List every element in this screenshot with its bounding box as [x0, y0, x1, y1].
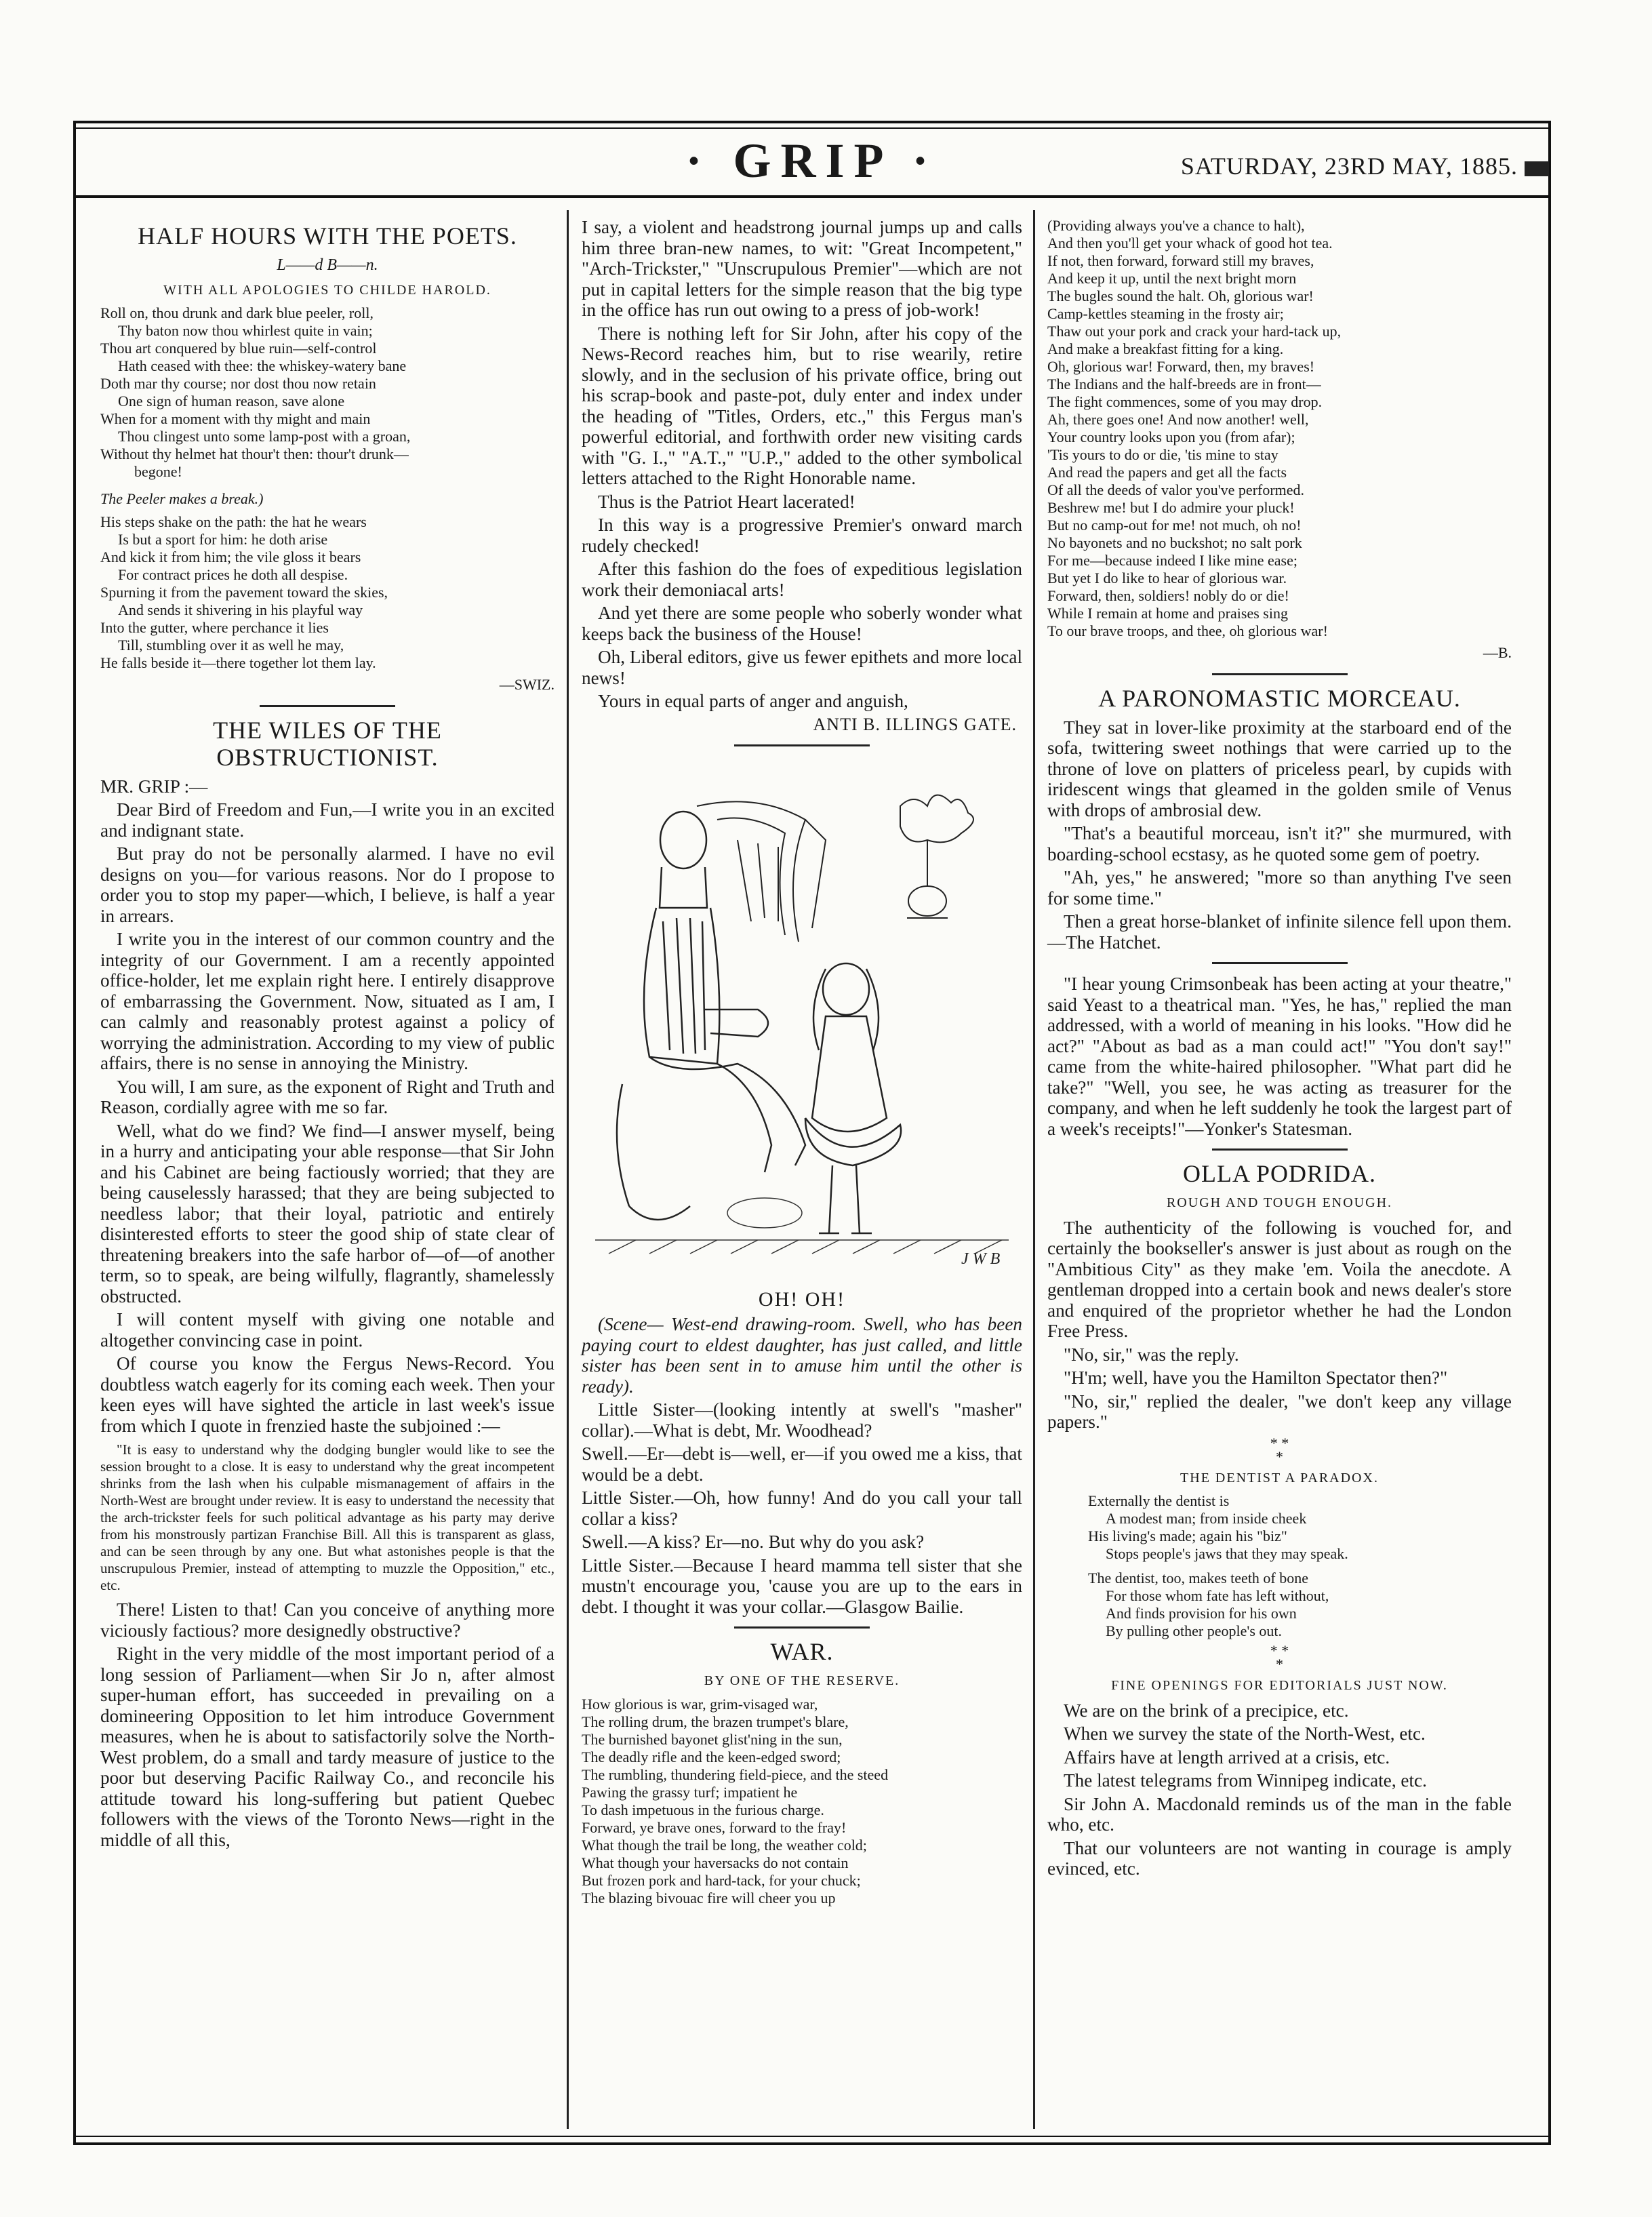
war-subheading: BY ONE OF THE RESERVE.	[704, 1673, 900, 1688]
olla-paragraph: "No, sir," replied the dealer, "we don't keep any village papers."	[1047, 1391, 1512, 1432]
poem-line: Oh, glorious war! Forward, then, my braves!	[1047, 358, 1315, 375]
morceau-paragraph: Then a great horse-blanket of infinite silence fell upon them.—The Hatchet.	[1047, 911, 1512, 953]
cartoon-caption: OH! OH!	[758, 1287, 846, 1311]
wiles-continued-paragraph: I say, a violent and headstrong journal jumps up and calls him three bran-new names, to wit: "Great Incompetent," "Arch-Trickster," "Unscrupulous Premier"—which are not put in capital letters for the simple reason that the big type in the office has run out owing to a press of job-work!	[582, 217, 1022, 320]
scene-paragraph: Little Sister.—Because I heard mamma tell sister that she mustn't encourage you, 'cause you are up to the ears in debt. I thought it was your collar.—Glasgow Bailie.	[582, 1555, 1022, 1617]
masthead-title: · GRIP ·	[685, 134, 938, 188]
wiles-paragraph: Right in the very middle of the most important period of a long session of Parliament—when Sir Jo n, after almost super-human effort, has succeeded in prevailing on a domineering Opposition to let him introduce Government measures, when he is about to satisfactorily solve the North-West problem, do a small and tardy measure of justice to the poor but deserving Pacific Railway Co., and reconcile his attitude toward his long-suffering but patient Quebec followers with the views of the Toronto News—right in the middle of all this,	[100, 1643, 555, 1850]
olla-heading: OLLA PODRIDA.	[1182, 1160, 1376, 1187]
poem-line: His steps shake on the path: the hat he wears	[100, 513, 367, 530]
poem-line: What though your haversacks do not contain	[582, 1854, 849, 1871]
poem-line: By pulling other people's out.	[1106, 1622, 1282, 1639]
poem-line: No bayonets and no buckshot; no salt pork	[1047, 534, 1302, 551]
poem-line: Beshrew me! but I do admire your pluck!	[1047, 499, 1295, 516]
bottom-rule-inner	[73, 2136, 1551, 2137]
wiles-continued-paragraph: There is nothing left for Sir John, after his copy of the News-Record reaches him, but to rise wearily, retire slowly, and in the seclusion of his private office, bring out his scrap-book and paste-pot, duly enter and index under the heading of "Titles, Orders, etc.," this Fergus man's powerful editorial, and forthwith order new visiting cards with "G. I.," "A.T.," "U.P.," added to the other symbolical letters attached to the Right Honorable name.	[582, 323, 1022, 488]
masthead-date	[1181, 152, 1549, 180]
poem-line: Roll on, thou drunk and dark blue peeler, roll,	[100, 304, 374, 321]
wiles-paragraph: Dear Bird of Freedom and Fun,—I write you in an excited and indignant state.	[100, 799, 555, 841]
poem-line: Forward, then, soldiers! nobly do or die!	[1047, 587, 1289, 604]
poets-subheading: WITH ALL APOLOGIES TO CHILDE HAROLD.	[163, 282, 491, 298]
olla-subheading: ROUGH AND TOUGH ENOUGH.	[1166, 1195, 1393, 1210]
column-divider-2	[1033, 210, 1035, 2129]
wiles-paragraph: You will, I am sure, as the exponent of Right and Truth and Reason, cordially agree with me so far.	[100, 1076, 555, 1117]
section-separator	[1212, 673, 1348, 675]
section-separator	[1212, 1149, 1348, 1151]
column-3	[1047, 217, 1512, 1882]
poem-line: The rolling drum, the brazen trumpet's blare,	[582, 1713, 849, 1730]
dentist-title: THE DENTIST A PARADOX.	[1180, 1470, 1379, 1485]
printer-ornament-icon	[1525, 161, 1549, 176]
section-separator	[1212, 962, 1348, 964]
poem-line: The rumbling, thundering field-piece, and the steed	[582, 1765, 889, 1783]
poem-line: Spurning it from the pavement toward the skies,	[100, 584, 388, 601]
poem-line: Your country looks upon you (from afar);	[1047, 428, 1295, 445]
poem-line: And keep it up, until the next bright morn	[1047, 270, 1297, 287]
poem-line: Thou clingest unto some lamp-post with a groan,	[118, 428, 411, 445]
poem-line: The Indians and the half-breeds are in front—	[1047, 376, 1321, 393]
wiles-paragraph: But pray do not be personally alarmed. I have no evil designs on you—for various reasons. Nor do I propose to order you to stop my paper—which, I believe, is half a year in arrears.	[100, 843, 555, 926]
poem-line: The blazing bivouac fire will cheer you up	[582, 1889, 836, 1906]
poem-line: To dash impetuous in the furious charge.	[582, 1801, 824, 1818]
poem-line: The fight commences, some of you may drop.	[1047, 393, 1323, 410]
war-poem	[582, 1696, 1022, 1907]
section-separator	[734, 1626, 870, 1629]
poem-line: Thy baton now thou whirlest quite in vain;	[118, 322, 373, 339]
wiles-continued-paragraph: Oh, Liberal editors, give us fewer epithets and more local news!	[582, 647, 1022, 688]
poem-line: But yet I do like to hear of glorious war.	[1047, 570, 1287, 586]
poem-line: 'Tis yours to do or die, 'tis mine to stay	[1047, 446, 1278, 463]
poem-line: And kick it from him; the vile gloss it bears	[100, 548, 361, 565]
wiles-paragraph: Of course you know the Fergus News-Record. You doubtless watch eagerly for its coming each week. Then your keen eyes will have sighted the article in last week's issue from which I quote in frenzied haste the subjoined :—	[100, 1353, 555, 1436]
poem-line: But no camp-out for me! not much, oh no!	[1047, 517, 1302, 534]
cartoon-illustration	[582, 765, 1022, 1274]
poem-line: Ah, there goes one! And now another! well,	[1047, 411, 1309, 428]
wiles-continued-paragraph: After this fashion do the foes of expeditious legislation work their demoniacal arts!	[582, 559, 1022, 600]
top-rule-inner	[73, 127, 1551, 129]
bottom-rule-outer	[73, 2142, 1551, 2145]
poem-line: But frozen pork and hard-tack, for your chuck;	[582, 1871, 861, 1889]
olla-paragraph: "No, sir," was the reply.	[1064, 1344, 1239, 1365]
section-separator	[734, 744, 870, 746]
poem-line: Without thy helmet hat thour't then: thour't drunk—	[100, 445, 409, 462]
poem-line: The deadly rifle and the keen-edged sword;	[582, 1748, 841, 1765]
poets-author: L——d B——n.	[277, 256, 378, 274]
poem-line: For me—because indeed I like mine ease;	[1047, 552, 1297, 569]
poem-line: He falls beside it—there together lot them lay.	[100, 654, 376, 671]
poem-line: To our brave troops, and thee, oh glorious war!	[1047, 622, 1328, 639]
openings-item: When we survey the state of the North-West, etc.	[1064, 1723, 1426, 1744]
openings-title: FINE OPENINGS FOR EDITORIALS JUST NOW.	[1111, 1678, 1448, 1693]
poem-line: The bugles sound the halt. Oh, glorious war!	[1047, 287, 1314, 304]
poem-line: If not, then forward, forward still my braves,	[1047, 252, 1314, 269]
poem-line: And finds provision for his own	[1106, 1605, 1297, 1622]
wiles-quote: "It is easy to understand why the dodging bungler would like to see the session brought to a close. It is easy to understand why the great incompetent shrinks from the lash when his culpable mismanagement of affairs in the North-West are brought under review. It is easy to understand the necessity that the arch-trickster feels for such political advantage as his party may derive from his monstrously partizan Franchise Bill. All this is transparent as glass, and can be seen through by any one. But what astonishes people is that the unscrupulous Premier, instead of attempting to muzzle the Opposition," etc., etc.	[100, 1441, 555, 1593]
masthead-rule	[73, 195, 1551, 198]
poem-line: Stops people's jaws that they may speak.	[1106, 1545, 1348, 1562]
poem-line: Pawing the grassy turf; impatient he	[582, 1783, 798, 1801]
war-signature: —B.	[1483, 644, 1512, 661]
poem-line: Thaw out your pork and crack your hard-tack up,	[1047, 323, 1342, 340]
scene-paragraph: (Scene— West-end drawing-room. Swell, who has been paying court to eldest daughter, has just called, and little sister has been sent in to amuse him until the other is ready).	[582, 1314, 1022, 1397]
openings-item: We are on the brink of a precipice, etc.	[1064, 1700, 1349, 1721]
poem-line: And make a breakfast fitting for a king.	[1047, 340, 1284, 357]
poem-signature: —SWIZ.	[499, 676, 555, 693]
wiles-paragraph: I write you in the interest of our common country and the integrity of our Government. I am a recently appointed office-holder, let me explain right here. I entirely disapprove of embarrassing the Government. Now, situated as I am, I can calmly and reasonably protest against a policy of worrying the administration. According to my view of public affairs, there is no sense in annoying the Ministry.	[100, 929, 555, 1073]
morceau-paragraph: "That's a beautiful morceau, isn't it?" she murmured, with boarding-school ecstasy, as he quoted some gem of poetry.	[1047, 823, 1512, 864]
poem-line: Of all the deeds of valor you've performed.	[1047, 481, 1305, 498]
poem-line: When for a moment with thy might and main	[100, 410, 371, 427]
scene-paragraph: Swell.—A kiss? Er—no. But why do you ask?	[582, 1532, 925, 1552]
dentist-stanza-1	[1047, 1492, 1512, 1563]
wiles-continued-paragraph: And yet there are some people who soberly wonder what keeps back the business of the House!	[582, 603, 1022, 644]
poem-line: What though the trail be long, the weather cold;	[582, 1836, 867, 1854]
morceau-paragraph: "Ah, yes," he answered; "more so than anything I've seen for some time."	[1047, 867, 1512, 908]
poem-line: Is but a sport for him: he doth arise	[118, 531, 328, 548]
olla-paragraph: The authenticity of the following is vouched for, and certainly the bookseller's answer is just about as rough on the "Ambitious City" as they make 'em. Voila the anecdote. A gentleman dropped into a certain book and news dealer's store and enquired of the proprietor whether he had the London Free Press.	[1047, 1217, 1512, 1341]
olla-paragraph: "H'm; well, have you the Hamilton Spectator then?"	[1064, 1367, 1448, 1388]
openings-item: Affairs have at length arrived at a crisis, etc.	[1064, 1746, 1390, 1767]
wiles-paragraph: I will content myself with giving one notable and altogether convincing case in point.	[100, 1309, 555, 1351]
openings-item: The latest telegrams from Winnipeg indicate, etc.	[1064, 1770, 1427, 1791]
wiles-signature: ANTI B. ILLINGS GATE.	[813, 714, 1017, 734]
artist-initials: J W B	[961, 1250, 1001, 1268]
poets-heading: HALF HOURS WITH THE POETS.	[138, 222, 517, 249]
wiles-salutation: MR. GRIP :—	[100, 776, 208, 797]
poem-stanza-2	[100, 513, 555, 672]
asterism-ornament: * * *	[1270, 1434, 1289, 1465]
scene-paragraph: Little Sister.—Oh, how funny! And do you call your tall collar a kiss?	[582, 1487, 1022, 1529]
poem-stanza-1	[100, 304, 555, 481]
poem-line: Camp-kettles steaming in the frosty air;	[1047, 305, 1284, 322]
wiles-paragraph: Well, what do we find? We find—I answer myself, being in a hurry and anticipating your able response—that Sir John and his Cabinet are being factiously worried; that they are being causelessly harassed; that they are being subjected to needless labor; that their loyal, patriotic and entirely disinterested efforts to steer the good ship of state clear of threatening breakers into the safe harbor of—of—of another term, so to speak, are being wilfully, flagrantly, shamelessly obstructed.	[100, 1120, 555, 1306]
top-rule-outer	[73, 121, 1551, 123]
poem-line: For contract prices he doth all despise.	[118, 566, 348, 583]
poem-line: A modest man; from inside cheek	[1106, 1510, 1307, 1527]
poem-line: And read the papers and get all the facts	[1047, 464, 1287, 481]
poem-line: Hath ceased with thee: the whiskey-watery bane	[118, 357, 407, 374]
poem-line: Forward, ye brave ones, forward to the fray!	[582, 1818, 847, 1836]
wiles-paragraph: There! Listen to that! Can you conceive of anything more viciously factious? more designedly obstructive?	[100, 1599, 555, 1641]
column-1	[100, 217, 555, 1853]
war-poem-continued	[1047, 217, 1512, 640]
scene-paragraph: Little Sister—(looking intently at swell's "masher" collar).—What is debt, Mr. Woodhead?	[582, 1399, 1022, 1441]
crimsonbeak-paragraph: "I hear young Crimsonbeak has been acting at your theatre," said Yeast to a theatrical man. "Yes, he has," replied the man addressed, with a world of meaning in his looks. "How did he act?" "About as bad as a man could act!" "You don't say!" came from the white-haired philosopher. "What part did he take?" "Well, you see, he was acting as treasurer for the company, and when he left suddenly he took the largest part of a week's receipts!"—Yonker's Statesman.	[1047, 974, 1512, 1139]
morceau-heading: A PARONOMASTIC MORCEAU.	[1098, 684, 1461, 712]
column-2	[582, 217, 1022, 1907]
left-border	[73, 121, 76, 2144]
wiles-continued-paragraph: In this way is a progressive Premier's onward march rudely checked!	[582, 515, 1022, 556]
wiles-continued-paragraph: Thus is the Patriot Heart lacerated!	[598, 491, 855, 512]
openings-item: Sir John A. Macdonald reminds us of the man in the fable who, etc.	[1047, 1793, 1512, 1835]
issue-date: SATURDAY, 23RD MAY, 1885.	[1180, 153, 1518, 180]
war-heading: WAR.	[770, 1638, 834, 1665]
poem-line: Till, stumbling over it as well he may,	[118, 637, 344, 654]
right-border	[1548, 121, 1551, 2144]
poem-line: The dentist, too, makes teeth of bone	[1088, 1570, 1309, 1586]
dentist-stanza-2	[1047, 1570, 1512, 1640]
poem-line: Into the gutter, where perchance it lies	[100, 619, 329, 636]
poem-line: And sends it shivering in his playful way	[118, 601, 363, 618]
poem-line: Doth mar thy course; nor dost thou now retain	[100, 375, 376, 392]
poem-line: His living's made; again his "biz"	[1088, 1527, 1287, 1544]
poem-line: For those whom fate has left without,	[1106, 1587, 1329, 1604]
section-separator	[260, 705, 395, 707]
stage-direction: The Peeler makes a break.)	[100, 490, 264, 507]
morceau-paragraph: They sat in lover-like proximity at the starboard end of the sofa, twittering sweet nothings that were carried up to the throne of love on platters of priceless pearl, by cupids with iridescent wings that gleamed in the golden smile of Venus with drops of ambrosial dew.	[1047, 717, 1512, 820]
asterism-ornament: * * *	[1270, 1642, 1289, 1673]
poem-line: The burnished bayonet glist'ning in the sun,	[582, 1730, 843, 1748]
poem-line: While I remain at home and praises sing	[1047, 605, 1288, 622]
poem-line: And then you'll get your whack of good hot tea.	[1047, 235, 1333, 252]
wiles-continued-paragraph: Yours in equal parts of anger and anguish,	[598, 691, 908, 711]
poem-line: Externally the dentist is	[1088, 1492, 1230, 1509]
poem-line: begone!	[134, 463, 182, 480]
masthead	[75, 133, 1549, 191]
scene-paragraph: Swell.—Er—debt is—well, er—if you owed me a kiss, that would be a debt.	[582, 1443, 1022, 1485]
poem-line: How glorious is war, grim-visaged war,	[582, 1695, 818, 1713]
column-divider-1	[567, 210, 569, 2129]
wiles-heading: THE WILES OF THE OBSTRUCTIONIST.	[213, 716, 442, 771]
poem-line: One sign of human reason, save alone	[118, 393, 345, 410]
poem-line: Thou art conquered by blue ruin—self-control	[100, 340, 377, 357]
poem-line: (Providing always you've a chance to halt),	[1047, 217, 1305, 234]
openings-item: That our volunteers are not wanting in courage is amply evinced, etc.	[1047, 1837, 1512, 1879]
